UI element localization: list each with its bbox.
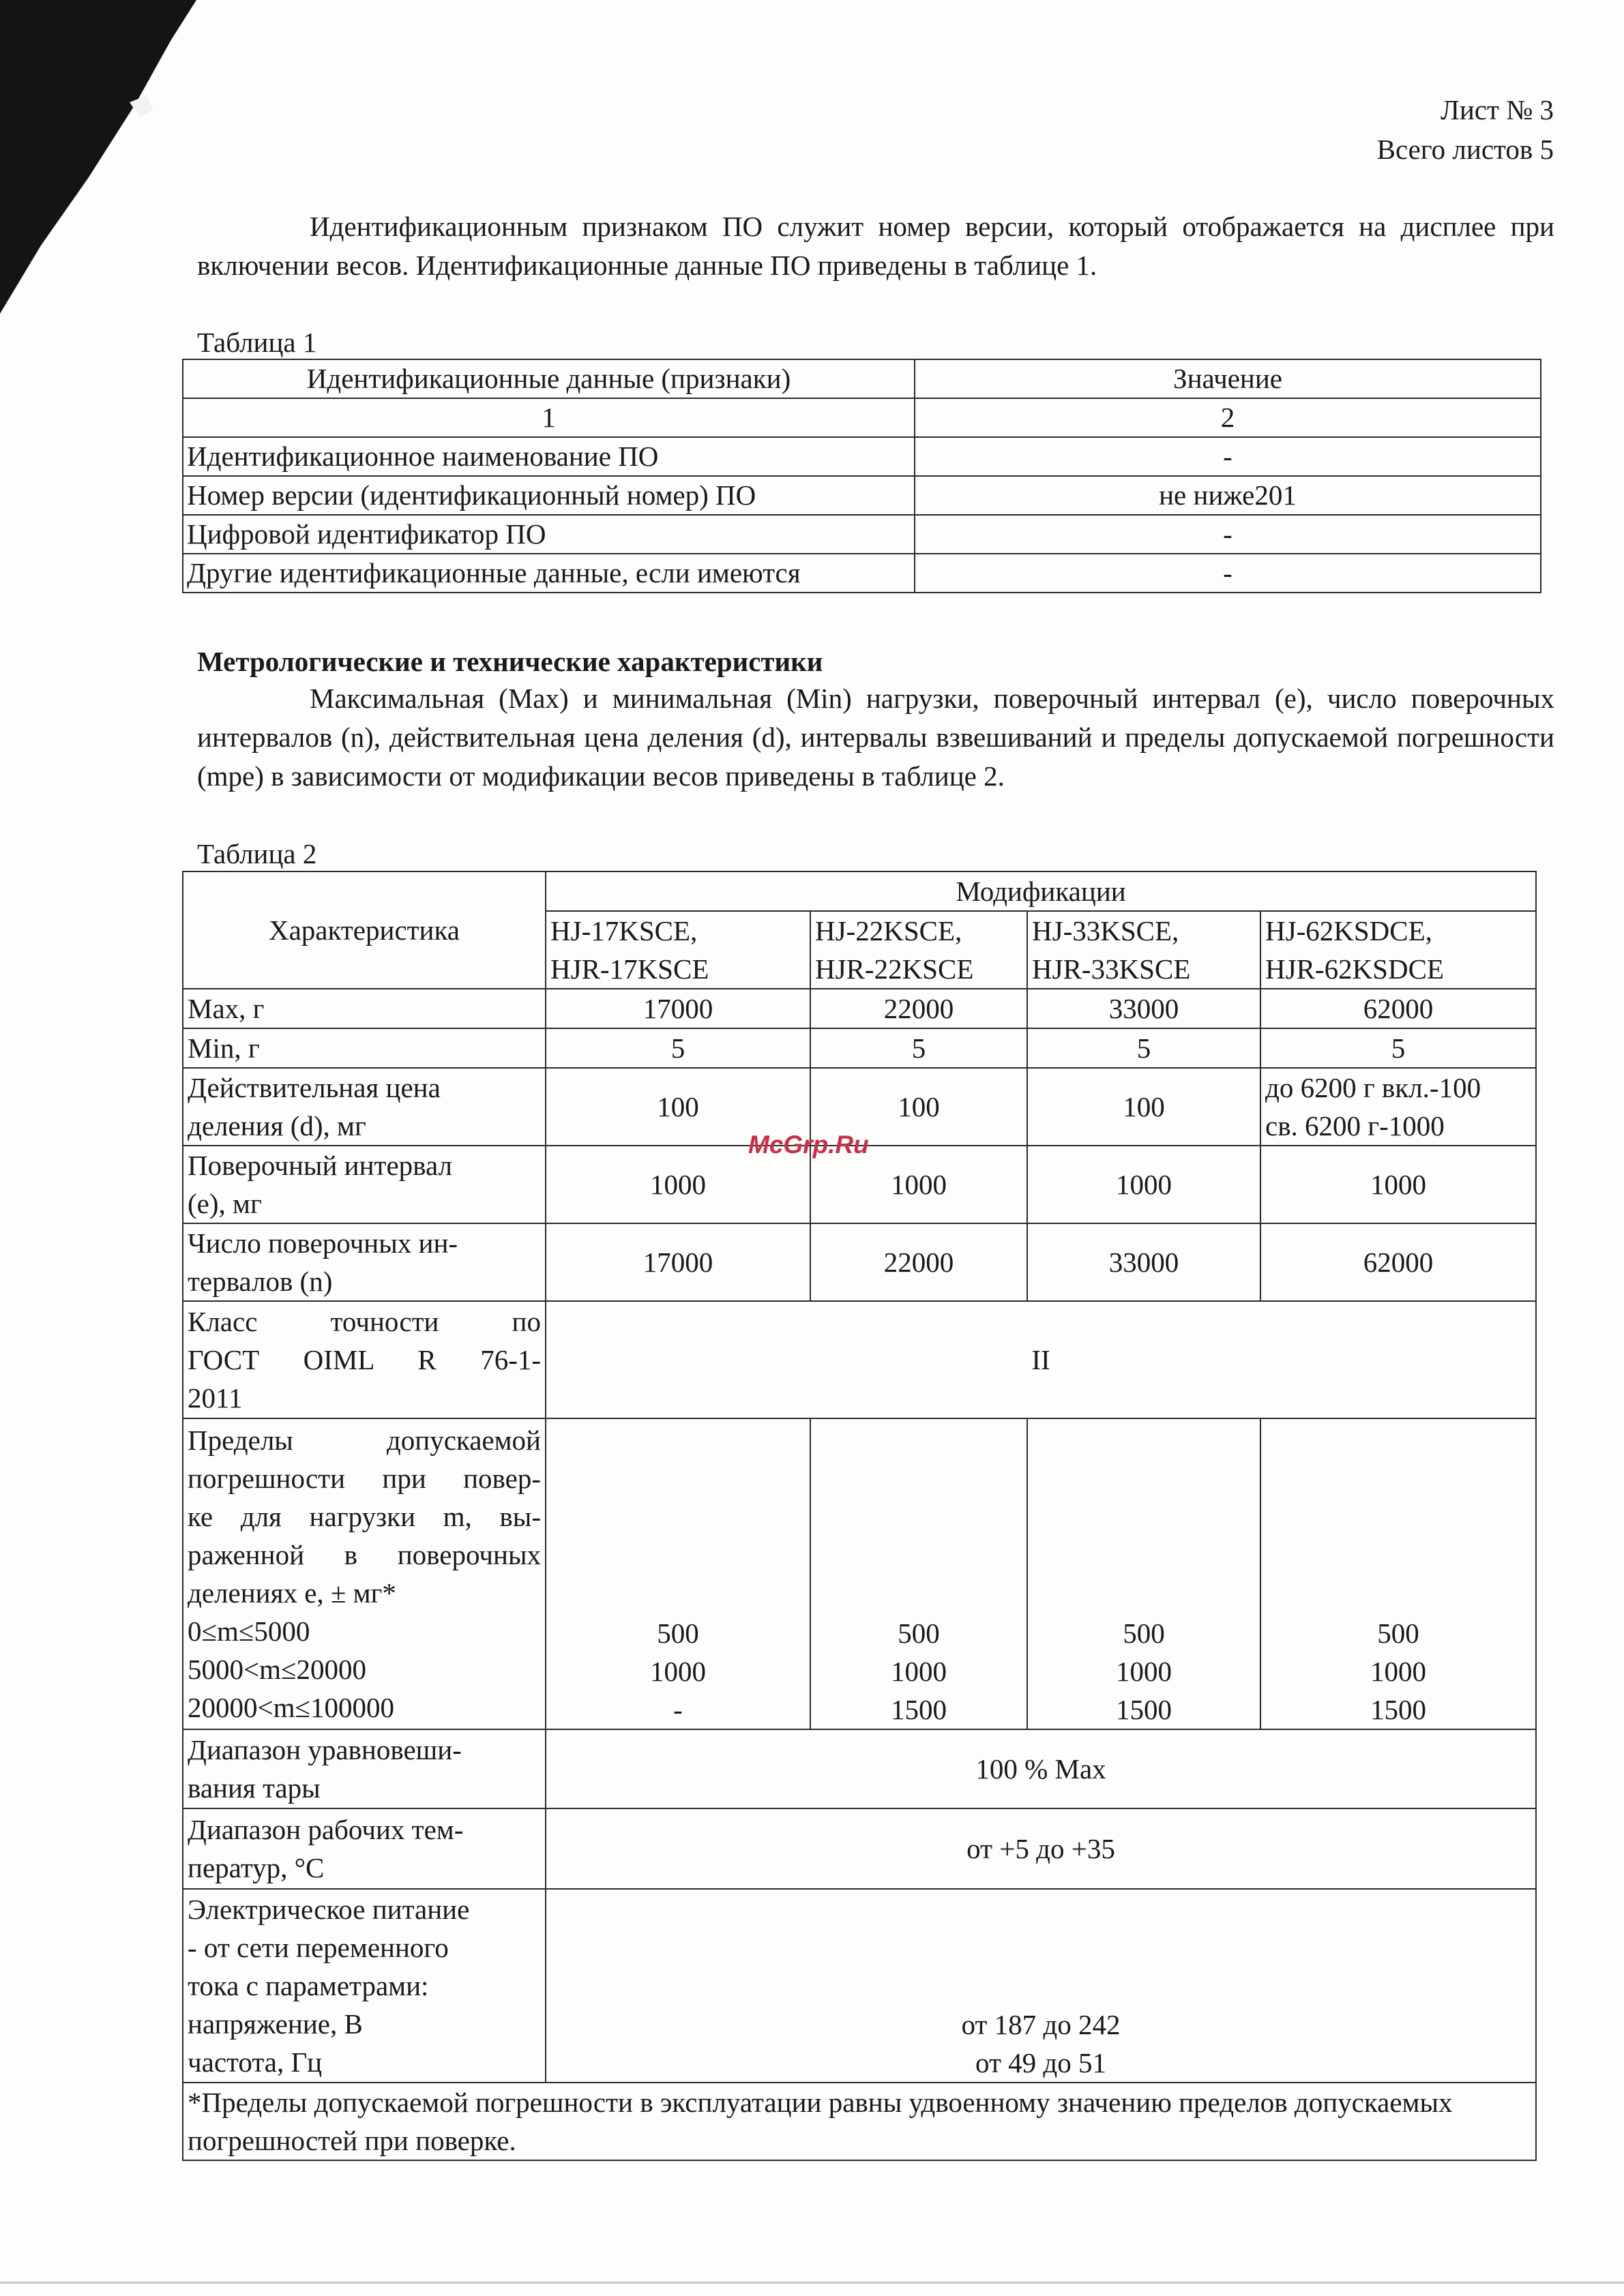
table-row [183, 1028, 1536, 1068]
table1-value-cell: - [915, 515, 1541, 554]
table-row [183, 359, 1541, 398]
table-row [183, 1223, 1536, 1301]
min-value: 5 [546, 1028, 810, 1068]
characteristic-header: Характеристика [183, 871, 546, 989]
max-value: 22000 [810, 989, 1027, 1028]
table2-caption: Таблица 2 [197, 838, 317, 869]
temperature-label: Диапазон рабочих тем- ператур, °С [183, 1808, 546, 1889]
scan-shadow-corner [0, 0, 205, 320]
metrology-paragraph [197, 679, 1554, 796]
model-header-cell: HJ-22KSCE, HJR-22KSCE [810, 911, 1027, 989]
table1-number-cell: 1 [183, 398, 915, 437]
table1-label-cell: Идентификационное наименование ПО [183, 437, 915, 476]
division-label: Действительная цена деления (d), мг [183, 1068, 546, 1146]
model-header-cell: HJ-62KSDCE, HJR-62KSDCE [1260, 911, 1536, 989]
sheet-number: Лист № 3 [1441, 94, 1554, 125]
min-value: 5 [1027, 1028, 1260, 1068]
mpe-value: 500 1000 1500 [1027, 1418, 1260, 1729]
table-row [183, 2083, 1536, 2160]
interval-count-value: 22000 [810, 1223, 1027, 1301]
min-value: 5 [1260, 1028, 1536, 1068]
accuracy-label: Класс точности по ГОСТ OIML R 76-1- 2011 [183, 1301, 546, 1418]
interval-count-value: 17000 [546, 1223, 810, 1301]
power-label: Электрическое питание - от сети переменного тока с параметрами: напряжение, В частота, Гц [183, 1889, 546, 2083]
table-row [183, 1301, 1536, 1418]
max-value: 17000 [546, 989, 810, 1028]
software-id-table [182, 359, 1541, 593]
verification-interval-value: 1000 [1027, 1146, 1260, 1223]
mpe-value: 500 1000 1500 [810, 1418, 1027, 1729]
modifications-header: Модификации [546, 871, 1536, 911]
division-value: 100 [810, 1068, 1027, 1146]
tare-label: Диапазон уравновеши- вания тары [183, 1729, 546, 1808]
table1-header-cell: Идентификационные данные (признаки) [183, 359, 915, 398]
verification-interval-value: 1000 [546, 1146, 810, 1223]
table1-number-cell: 2 [915, 398, 1541, 437]
interval-count-value: 33000 [1027, 1223, 1260, 1301]
table-row [183, 1889, 1536, 2083]
table-row [183, 554, 1541, 593]
sheet-info [1377, 90, 1554, 169]
table-row [183, 1729, 1536, 1808]
division-value: 100 [1027, 1068, 1260, 1146]
mpe-value: 500 1000 - [546, 1418, 810, 1729]
watermark-logo: McGrp.Ru [748, 1131, 869, 1159]
intro-paragraph [197, 207, 1554, 285]
table1-value-cell: не ниже201 [915, 476, 1541, 515]
table-row [183, 515, 1541, 554]
table1-header-cell: Значение [915, 359, 1541, 398]
table-row [183, 1418, 1536, 1729]
max-value: 33000 [1027, 989, 1260, 1028]
verification-interval-label: Поверочный интервал (e), мг [183, 1146, 546, 1223]
power-value: от 187 до 242 от 49 до 51 [546, 1889, 1536, 2083]
characteristics-table [182, 871, 1537, 2161]
table-row [183, 1808, 1536, 1889]
max-label: Max, г [183, 989, 546, 1028]
scan-edge [0, 2282, 1624, 2284]
intro-text: Идентификационным признаком ПО служит номер версии, который отображается на дисплее при включении весов. Идентификационные данные ПО приведены в таблице 1. [197, 211, 1554, 281]
table2-footnote: *Пределы допускаемой погрешности в эксплуатации равны удвоенному значению пределов допускаемых погрешностей при поверке. [183, 2083, 1536, 2160]
table-row [183, 476, 1541, 515]
model-header-cell: HJ-33KSCE, HJR-33KSCE [1027, 911, 1260, 989]
division-value-range: до 6200 г вкл.-100 св. 6200 г-1000 [1260, 1068, 1536, 1146]
table-row [183, 398, 1541, 437]
table-row [183, 437, 1541, 476]
table1-label-cell: Другие идентификационные данные, если имеются [183, 554, 915, 593]
mpe-value: 500 1000 1500 [1260, 1418, 1536, 1729]
accuracy-value: II [546, 1301, 1536, 1418]
verification-interval-value: 1000 [1260, 1146, 1536, 1223]
interval-count-label: Число поверочных ин- тервалов (n) [183, 1223, 546, 1301]
section-heading: Метрологические и технические характеристики [197, 646, 823, 677]
table1-caption: Таблица 1 [197, 327, 317, 358]
table-row [183, 989, 1536, 1028]
verification-interval-value: 1000 [810, 1146, 1027, 1223]
table1-value-cell: - [915, 554, 1541, 593]
interval-count-value: 62000 [1260, 1223, 1536, 1301]
total-sheets: Всего листов 5 [1376, 134, 1554, 165]
min-value: 5 [810, 1028, 1027, 1068]
division-value: 100 [546, 1068, 810, 1146]
temperature-value: от +5 до +35 [546, 1808, 1536, 1889]
table-row [183, 871, 1536, 911]
tare-value: 100 % Max [546, 1729, 1536, 1808]
table1-label-cell: Цифровой идентификатор ПО [183, 515, 915, 554]
metrology-text: Максимальная (Max) и минимальная (Min) нагрузки, поверочный интервал (e), число поверочных интервалов (n), действительная цена деления (d), интервалы взвешиваний и пределы допускаемой погрешности (mpe) в зависимости от модификации весов приведены в таблице 2. [197, 683, 1554, 792]
max-value: 62000 [1260, 989, 1536, 1028]
mpe-label: Пределы допускаемой погрешности при повер- ке для нагрузки m, вы- раженной в поверочных делениях e, ± мг* 0≤m≤5000 5000<m≤20000 20000<m≤100000 [183, 1418, 546, 1729]
table1-value-cell: - [915, 437, 1541, 476]
model-header-cell: HJ-17KSCE, HJR-17KSCE [546, 911, 810, 989]
min-label: Min, г [183, 1028, 546, 1068]
table1-label-cell: Номер версии (идентификационный номер) ПО [183, 476, 915, 515]
